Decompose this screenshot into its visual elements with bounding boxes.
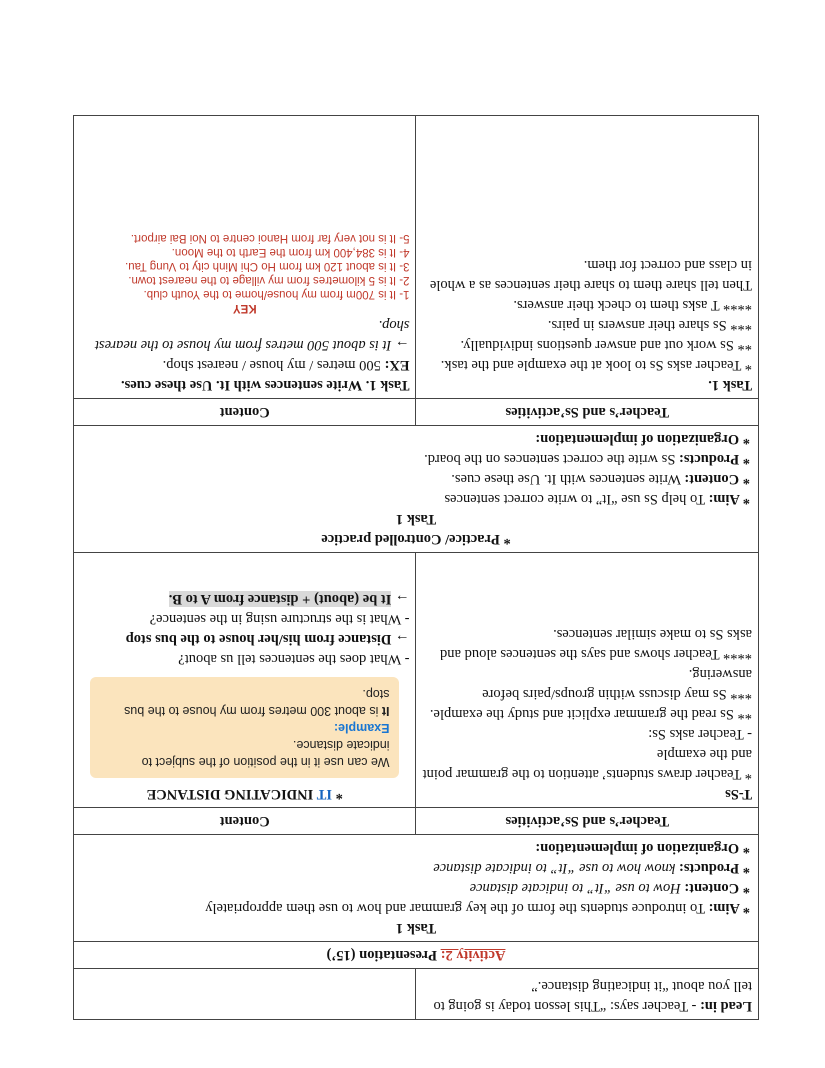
practice-aim-text: To help Ss use “It” to write correct sentences [444, 491, 709, 507]
presentation-objectives-cell [74, 835, 759, 942]
question-2: - What is the structure using in the sentence? [149, 611, 410, 627]
practice-header-row [74, 399, 759, 426]
lead-in-label: Lead in: [700, 998, 752, 1014]
answer-key-line-3: 3- It is about 120 km from Ho Chi Minh city to Vung Tau. [125, 260, 410, 272]
practice-teacher-line-2: ** Ss work out and answer questions individually. [460, 337, 752, 353]
practice-task-title: Task 1. Write sentences with It. Use these cues. [120, 377, 410, 393]
presentation-content-label: * Content: [684, 880, 750, 896]
answer-key-line-1: 1- It is 700m from my house/home to the Youth club. [143, 288, 410, 300]
lesson-table [73, 115, 759, 1020]
presentation-teacher-line-4: *** Ss may discuss within groups/pairs before answering. [482, 666, 752, 702]
answer-key [80, 231, 410, 315]
grammar-box-example-rest: is about 300 metres from my house to the bus stop. [124, 687, 390, 718]
practice-teacher-line-5: Then tell share them to share their sentences as a whole in class and correct for them. [429, 257, 752, 293]
practice-heading: * Practice/ Controlled practice [321, 531, 511, 547]
practice-ex-text: 500 metres / my house / nearest shop. [162, 357, 385, 373]
grammar-box-example-it: It [381, 704, 390, 718]
presentation-teacher-line-3: ** Ss read the grammar explicit and study the example. [429, 706, 752, 722]
lead-in-cell [416, 969, 759, 1020]
practice-objectives-cell [74, 426, 759, 553]
lesson-plan-document [73, 115, 759, 1020]
answer-1: → Distance from his/her house to the bus stop [125, 631, 410, 647]
activity2-label: Activity 2: [440, 947, 506, 963]
activity2-cell [74, 942, 759, 969]
presentation-header-row [74, 808, 759, 835]
question-1: - What does the sentences tell us about? [178, 651, 410, 667]
practice-teacher-line-1: * Teacher asks Ss to look at the example and the task. [440, 357, 752, 373]
practice-products-label: * Products: [678, 451, 750, 467]
answer-key-line-2: 2- It is 5 kilometres from my village to the nearest town. [128, 274, 410, 286]
activity2-title: Presentation (15’) [326, 947, 441, 963]
answer-key-title: KEY [232, 302, 257, 314]
practice-products-text: Ss write the correct sentences on the board. [424, 451, 679, 467]
presentation-task: Task 1 [395, 920, 437, 936]
practice-task-label: Task 1. [708, 377, 752, 393]
grammar-box-rule: We can use it in the position of the subject to indicate distance. [141, 738, 390, 769]
lead-in-row [74, 969, 759, 1020]
practice-body-row [74, 116, 759, 399]
practice-ex-label: EX: [384, 357, 410, 373]
answer-2-structure: It be (about) + distance from A to B. [168, 591, 392, 607]
presentation-content-text: How to use “It” to indicate distance [469, 880, 685, 896]
lead-in-empty-cell [74, 969, 417, 1020]
presentation-teacher-cell [416, 553, 759, 808]
practice-content-text: Write sentences with It. Use these cues. [451, 471, 685, 487]
practice-task: Task 1 [395, 511, 437, 527]
practice-aim-label: * Aim: [708, 491, 750, 507]
answer-key-line-4: 4- It is 384,400 km from the Earth to the Moon. [171, 246, 410, 258]
presentation-organization: * Organization of implementation: [535, 840, 750, 856]
practice-col2-header: Content [74, 399, 417, 426]
presentation-col2-header: Content [74, 808, 417, 835]
presentation-teacher-line-1: * Teacher draws students’ attention to the grammar point and the example [422, 746, 752, 782]
it-heading-it: IT [316, 786, 332, 802]
practice-ex-answer: → It is about 500 metres from my house to the nearest shop. [94, 317, 410, 353]
presentation-mode: T-Ss [725, 786, 752, 802]
it-heading-rest: INDICATING DISTANCE [146, 786, 317, 802]
it-heading-star: * [335, 786, 343, 802]
lead-in-text: - Teacher says: “This lesson today is going to tell you about “it indicating distance.” [433, 978, 752, 1014]
practice-teacher-line-3: *** Ss share their answers in pairs. [547, 317, 752, 333]
presentation-objectives-row [74, 835, 759, 942]
practice-content-cell [74, 116, 417, 399]
presentation-products-label: * Products: [678, 860, 750, 876]
activity2-row [74, 942, 759, 969]
presentation-teacher-line-5: **** Teacher shows and says the sentences aloud and asks Ss to make similar sentences. [440, 626, 752, 662]
it-heading [80, 784, 410, 804]
practice-organization: * Organization of implementation: [535, 431, 750, 447]
presentation-products-text: know how to use “It” to indicate distance [433, 860, 679, 876]
presentation-body-row [74, 553, 759, 808]
answer-key-line-5: 5- It is not very far from Hanoi centre to Noi Bai airport. [130, 232, 410, 244]
grammar-box-example-label: Example: [333, 721, 390, 735]
practice-objectives-row [74, 426, 759, 553]
presentation-aim-label: * Aim: [708, 900, 750, 916]
grammar-box [90, 677, 400, 778]
answer-2-arrow: → [391, 591, 410, 607]
presentation-content-cell [74, 553, 417, 808]
practice-teacher-line-4: **** T asks them to check their answers. [513, 297, 752, 313]
practice-teacher-cell [416, 116, 759, 399]
presentation-aim-text: To introduce students the form of the key grammar and how to use them appropriately [205, 900, 709, 916]
presentation-teacher-line-2: - Teacher asks Ss: [648, 726, 752, 742]
presentation-col1-header: Teacher’s and Ss’activities [416, 808, 759, 835]
practice-content-label: * Content: [684, 471, 750, 487]
practice-col1-header: Teacher’s and Ss’activities [416, 399, 759, 426]
